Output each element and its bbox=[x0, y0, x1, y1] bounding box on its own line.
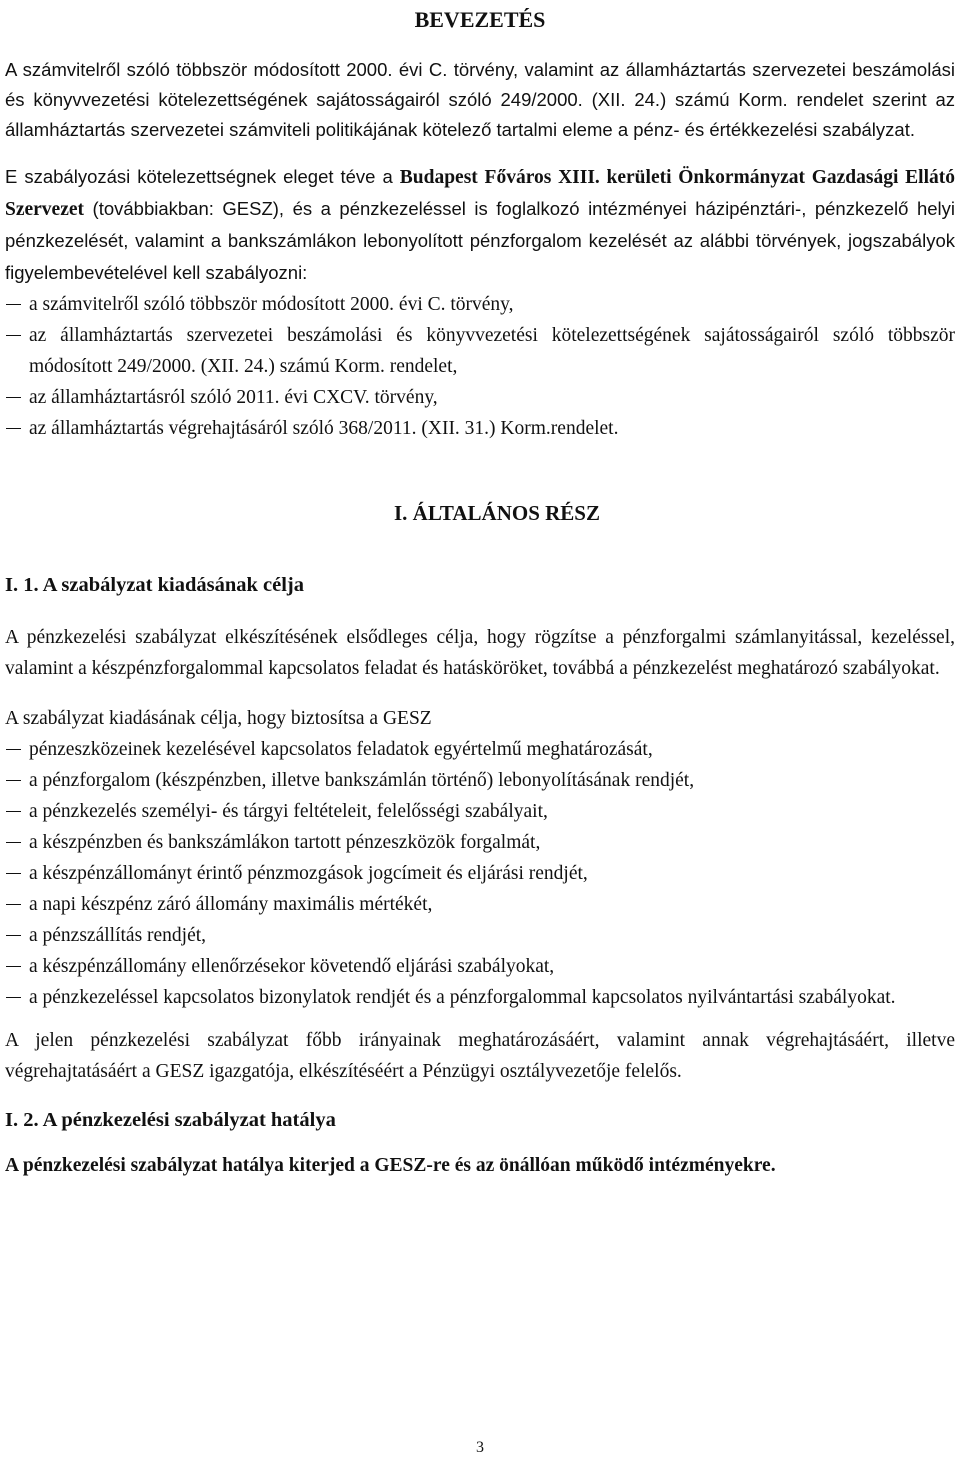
goal-item: a készpénzállományt érintő pénzmozgások jogcímeit és eljárási rendjét, bbox=[5, 858, 955, 889]
goal-item: a pénzkezelés személyi- és tárgyi feltételeit, felelősségi szabályait, bbox=[5, 796, 955, 827]
law-item: az államháztartás szervezetei beszámolási és könyvvezetési kötelezettségének sajátosságairól szóló többször módosított 249/2000. (XII. 24.) számú Korm. rendelet, bbox=[5, 320, 955, 382]
goal-item: pénzeszközeinek kezelésével kapcsolatos feladatok egyértelmű meghatározását, bbox=[5, 734, 955, 765]
goal-item: a készpénzállomány ellenőrzésekor követendő eljárási szabályokat, bbox=[5, 951, 955, 982]
document-page bbox=[5, 0, 955, 1181]
goal-item: a pénzszállítás rendjét, bbox=[5, 920, 955, 951]
purpose-intro: A szabályzat kiadásának célja, hogy biztosítsa a GESZ bbox=[5, 708, 432, 729]
law-item: az államháztartás végrehajtásáról szóló 368/2011. (XII. 31.) Korm.rendelet. bbox=[5, 413, 955, 444]
subsection-title-1: I. 1. A szabályzat kiadásának célja bbox=[5, 574, 304, 596]
page-number: 3 bbox=[476, 1439, 484, 1456]
goal-item: a pénzkezeléssel kapcsolatos bizonylatok rendjét és a pénzforgalommal kapcsolatos nyilvántartási szabályokat. bbox=[5, 982, 955, 1013]
intro-paragraph-2 bbox=[5, 161, 955, 289]
law-item: a számvitelről szóló többször módosított 2000. évi C. törvény, bbox=[5, 289, 955, 320]
goal-item: a készpénzben és bankszámlákon tartott pénzeszközök forgalmát, bbox=[5, 827, 955, 858]
intro-paragraph-1: A számvitelről szóló többször módosított 2000. évi C. törvény, valamint az államháztartás szervezetei beszámolási és könyvvezetési kötelezettségének sajátosságairól szóló 249/2000. (XII. 24.) számú Korm. rendelet szerint az államháztartás szervezetei számviteli politikájának kötelező tartalmi eleme a pénz- és értékkezelési szabályzat. bbox=[5, 59, 955, 140]
goal-item: a pénzforgalom (készpénzben, illetve bankszámlán történő) lebonyolításának rendjét, bbox=[5, 765, 955, 796]
goal-item: a napi készpénz záró állomány maximális mértékét, bbox=[5, 889, 955, 920]
responsibility-paragraph: A jelen pénzkezelési szabályzat főbb irányainak meghatározásáért, valamint annak végrehajtásáért, illetve végrehajtatásáért a GESZ igazgatója, elkészítéséért a Pénzügyi osztályvezetője felelős. bbox=[5, 1030, 955, 1082]
law-list bbox=[5, 289, 955, 444]
scope-paragraph: A pénzkezelési szabályzat hatálya kiterjed a GESZ-re és az önállóan működő intézményekre. bbox=[5, 1155, 776, 1176]
goals-list bbox=[5, 734, 955, 1013]
intro-paragraph-2-rest: (továbbiakban: GESZ), és a pénzkezeléssel is foglalkozó intézményei házipénztári-, pénzkezelő helyi pénzkezelését, valamint a bankszámlákon lebonyolított pénzforgalom kezelését az alábbi törvények, jogszabályok figyelembevételével kell szabályozni: bbox=[5, 198, 955, 283]
document-title: BEVEZETÉS bbox=[414, 7, 546, 32]
organization-name: Budapest Főváros XIII. kerületi Önkormányzat Gazdasági Ellátó Szervezet bbox=[5, 167, 955, 220]
intro-paragraph-2-lead: E szabályozási kötelezettségnek eleget téve a bbox=[5, 166, 400, 187]
purpose-paragraph: A pénzkezelési szabályzat elkészítésének elsődleges célja, hogy rögzítse a pénzforgalmi számlanyitással, kezeléssel, valamint a készpénzforgalommal kapcsolatos feladat és hatásköröket, továbbá a pénzkezelést meghatározó szabályokat. bbox=[5, 627, 955, 679]
subsection-title-2: I. 2. A pénzkezelési szabályzat hatálya bbox=[5, 1109, 336, 1131]
law-item: az államháztartásról szóló 2011. évi CXCV. törvény, bbox=[5, 382, 955, 413]
section-title: I. ÁLTALÁNOS RÉSZ bbox=[394, 501, 600, 525]
